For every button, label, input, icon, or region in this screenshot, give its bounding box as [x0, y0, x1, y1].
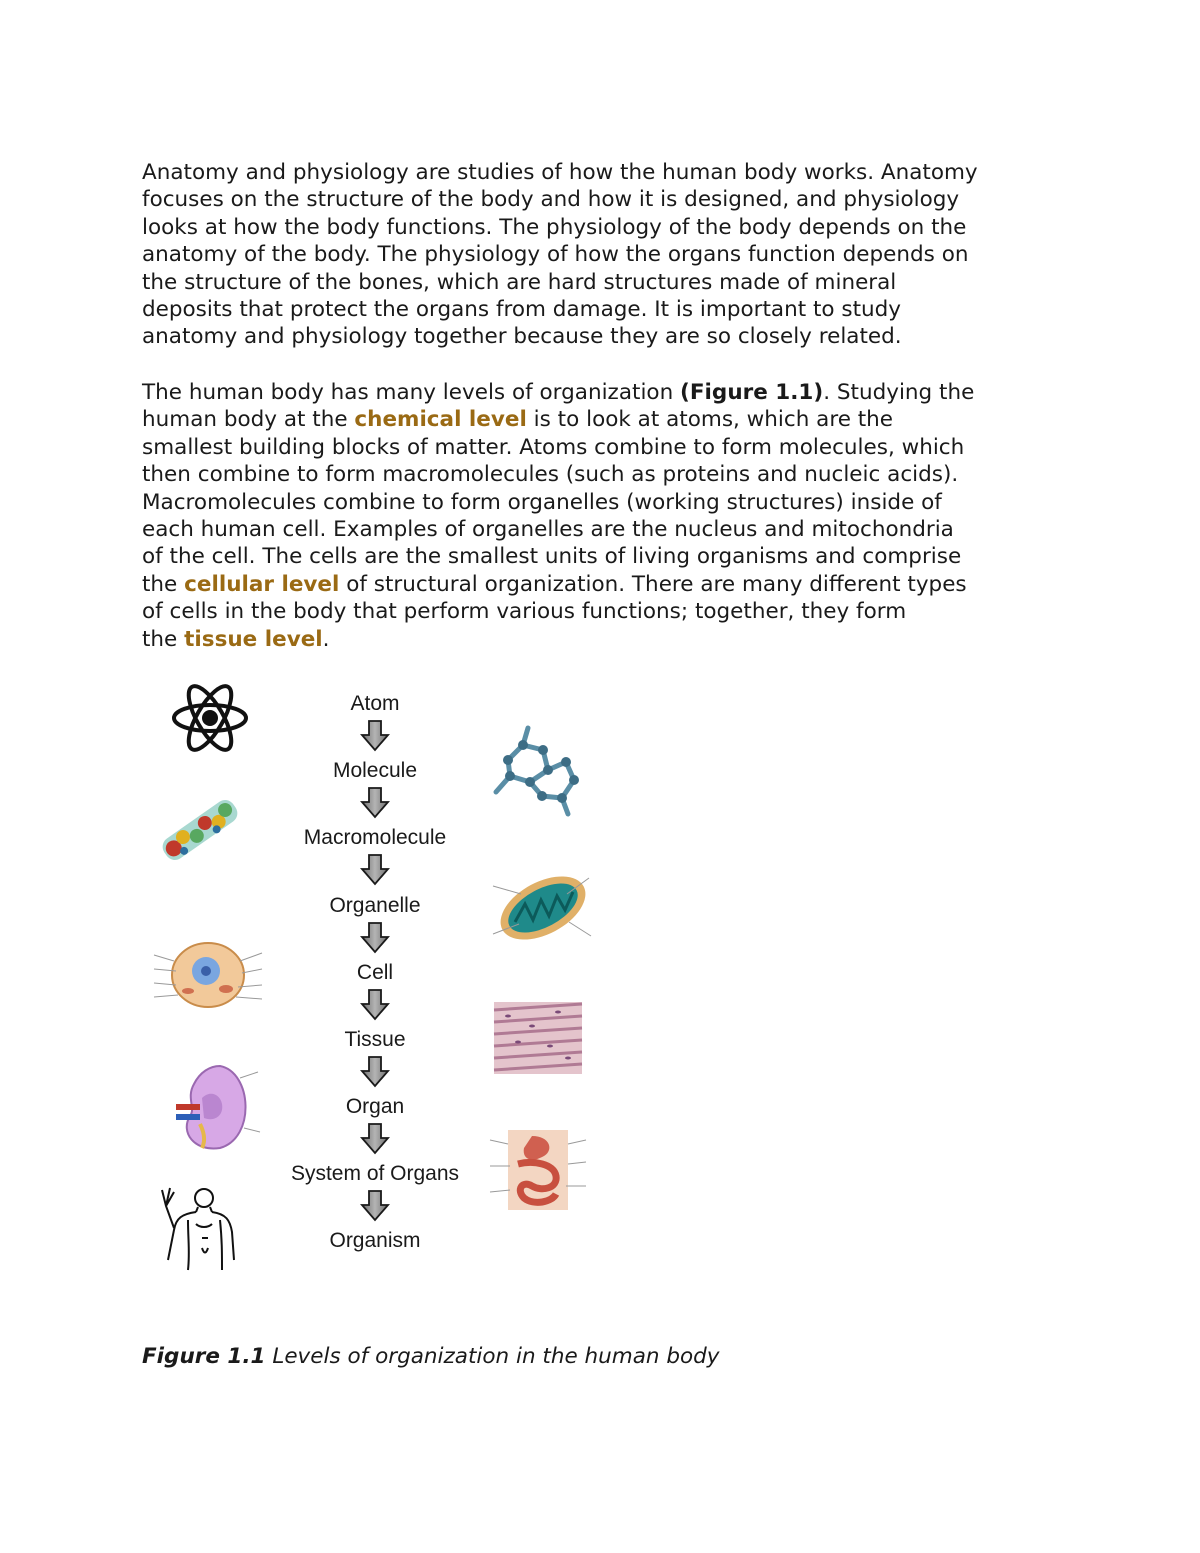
level-label-macromolecule: Macromolecule — [303, 826, 447, 849]
level-label-molecule: Molecule — [332, 759, 418, 782]
down-arrow-icon — [362, 788, 388, 817]
text-line: of cells in the body that perform various functions; together, they form — [142, 599, 907, 625]
text-run: is to look at atoms, which are the — [526, 407, 894, 433]
mitochondrion-icon — [490, 863, 596, 952]
macromolecule-protein-icon — [159, 796, 242, 865]
text-line — [142, 571, 1072, 598]
level-label-atom: Atom — [350, 692, 400, 715]
digestive-system-icon — [490, 1130, 586, 1210]
level-label-tissue: Tissue — [344, 1028, 406, 1051]
text-line: Macromolecules combine to form organelles (working structures) inside of — [142, 489, 942, 515]
levels-paragraph — [142, 379, 1072, 653]
level-label-system-of-organs: System of Organs — [290, 1162, 460, 1185]
text-line: focuses on the structure of the body and how it is designed, and physiology — [142, 187, 960, 213]
human-figure-icon — [162, 1188, 234, 1270]
text-line — [142, 406, 1072, 433]
down-arrow-icon — [362, 990, 388, 1019]
down-arrow-icon — [362, 923, 388, 952]
text-line: Anatomy and physiology are studies of how the human body works. Anatomy — [142, 160, 978, 185]
term-tissue-level: tissue level — [184, 626, 323, 652]
figure-caption — [142, 1344, 720, 1369]
intro-paragraph — [142, 159, 1072, 351]
figure-reference: (Figure 1.1) — [680, 380, 824, 405]
text-line: looks at how the body functions. The physiology of the body depends on the — [142, 214, 967, 240]
text-line: the structure of the bones, which are hard structures made of mineral — [142, 269, 897, 295]
text-run: . — [322, 626, 330, 652]
text-run: the — [142, 571, 185, 597]
text-line: then combine to form macromolecules (such as proteins and nucleic acids). — [142, 462, 959, 488]
text-run: . Studying the — [823, 380, 975, 405]
caption-label: Figure 1.1 — [142, 1344, 266, 1369]
levels-of-organization-figure — [150, 680, 600, 1280]
text-line: anatomy and physiology together because they are so closely related. — [142, 324, 902, 350]
text-line: smallest building blocks of matter. Atoms combine to form molecules, which — [142, 434, 965, 460]
down-arrow-icon — [362, 1191, 388, 1220]
down-arrow-icon — [362, 1057, 388, 1086]
down-arrow-icon — [362, 1124, 388, 1153]
down-arrow-icon — [362, 855, 388, 884]
text-line: each human cell. Examples of organelles are the nucleus and mitochondria — [142, 517, 954, 543]
text-run: human body at the — [142, 407, 355, 433]
level-label-organism: Organism — [329, 1229, 421, 1252]
text-run: the — [142, 626, 185, 652]
kidney-icon — [176, 1066, 260, 1149]
text-line: anatomy of the body. The physiology of how the organs function depends on — [142, 242, 969, 268]
text-run: The human body has many levels of organization — [142, 380, 681, 405]
tissue-icon — [494, 1002, 582, 1074]
level-label-organelle: Organelle — [329, 894, 421, 917]
text-run: of structural organization. There are many different types — [339, 571, 967, 597]
text-line — [142, 626, 1072, 653]
atom-icon — [174, 680, 246, 755]
animal-cell-icon — [154, 943, 262, 1007]
text-line: of the cell. The cells are the smallest units of living organisms and comprise — [142, 544, 962, 570]
level-label-cell: Cell — [356, 961, 394, 984]
down-arrow-icon — [362, 721, 388, 750]
term-cellular-level: cellular level — [184, 571, 340, 597]
level-label-organ: Organ — [345, 1095, 405, 1118]
text-line — [142, 379, 1072, 406]
term-chemical-level: chemical level — [354, 407, 527, 433]
text-line: deposits that protect the organs from damage. It is important to study — [142, 297, 902, 323]
molecule-structure-icon — [496, 728, 579, 814]
caption-text: Levels of organization in the human body — [265, 1344, 720, 1369]
